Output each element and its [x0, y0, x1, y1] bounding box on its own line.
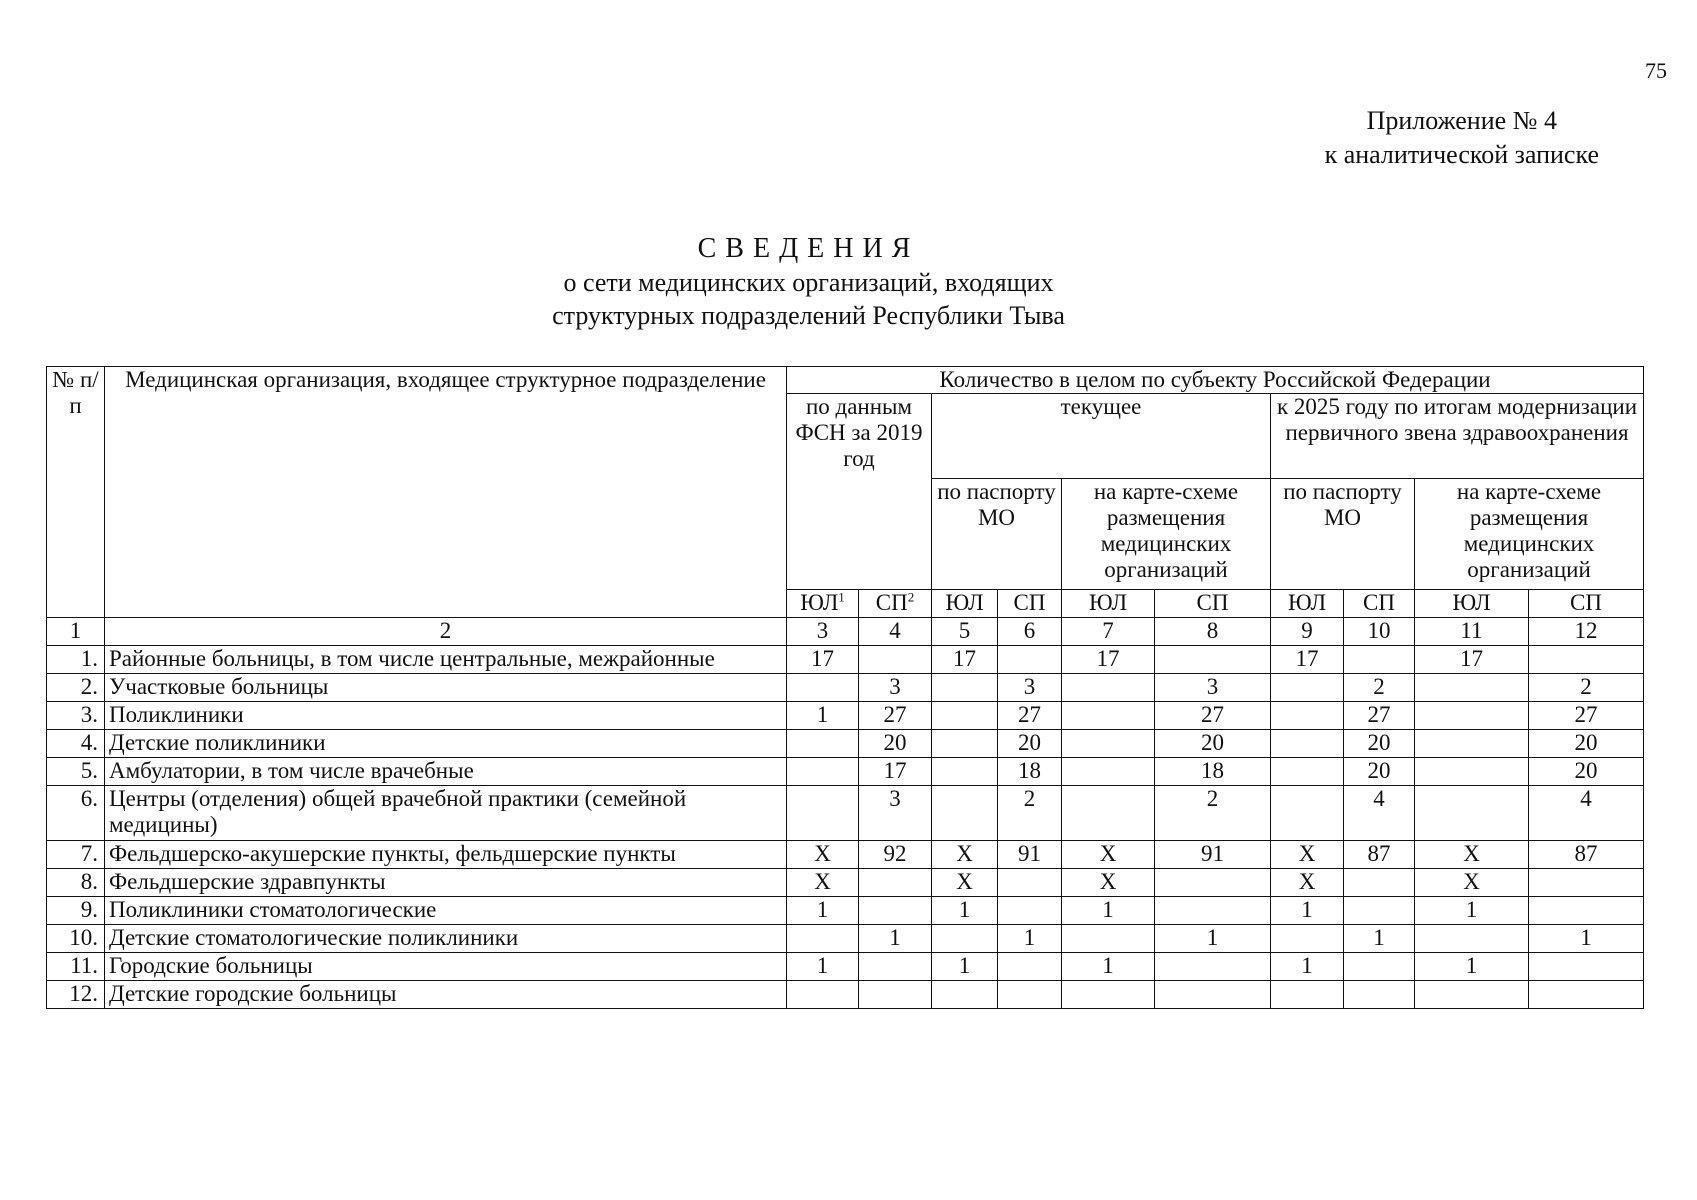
value-cell	[998, 869, 1062, 897]
value-cell	[1155, 869, 1271, 897]
organization-name: Районные больницы, в том числе центральные, межрайонные	[105, 646, 787, 674]
value-cell: 18	[1155, 758, 1271, 786]
row-number: 11.	[47, 953, 105, 981]
value-cell: 1	[1062, 897, 1155, 925]
value-cell	[787, 786, 859, 841]
value-cell	[787, 674, 859, 702]
header-yul-label: ЮЛ	[800, 590, 839, 615]
header-by-2025: к 2025 году по итогам модернизации первичного звена здравоохранения	[1271, 394, 1644, 479]
header-total: Количество в целом по субъекту Российской Федерации	[787, 367, 1644, 394]
value-cell	[932, 758, 998, 786]
value-cell: 1	[859, 925, 932, 953]
value-cell	[1415, 758, 1529, 786]
value-cell: 4	[1344, 786, 1415, 841]
value-cell	[1062, 730, 1155, 758]
value-cell	[1155, 953, 1271, 981]
value-cell	[1062, 786, 1155, 841]
organization-name: Амбулатории, в том числе врачебные	[105, 758, 787, 786]
value-cell: 20	[1344, 730, 1415, 758]
row-number: 1.	[47, 646, 105, 674]
document-title	[0, 232, 1697, 332]
value-cell: 17	[859, 758, 932, 786]
column-number-cell: 4	[859, 618, 932, 646]
header-yul: ЮЛ	[1271, 590, 1344, 618]
value-cell: 27	[1529, 702, 1644, 730]
column-number-cell: 11	[1415, 618, 1529, 646]
value-cell	[998, 646, 1062, 674]
value-cell	[998, 897, 1062, 925]
value-cell	[932, 981, 998, 1009]
value-cell: 1	[932, 953, 998, 981]
value-cell	[1271, 981, 1344, 1009]
table-row	[47, 953, 1644, 981]
header-fsn-2019: по данным ФСН за 2019 год	[787, 394, 932, 590]
value-cell	[1529, 869, 1644, 897]
header-sp	[859, 590, 932, 618]
value-cell: 17	[932, 646, 998, 674]
value-cell	[1271, 925, 1344, 953]
appendix-line-2: к аналитической записке	[1324, 140, 1599, 169]
value-cell: 27	[998, 702, 1062, 730]
value-cell	[1155, 897, 1271, 925]
column-number-cell: 12	[1529, 618, 1644, 646]
column-number-cell: 8	[1155, 618, 1271, 646]
value-cell: 3	[998, 674, 1062, 702]
value-cell	[1344, 981, 1415, 1009]
value-cell	[859, 953, 932, 981]
value-cell: 1	[1155, 925, 1271, 953]
value-cell	[859, 869, 932, 897]
column-number-cell: 1	[47, 618, 105, 646]
value-cell: 4	[1529, 786, 1644, 841]
page-number: 75	[1645, 58, 1667, 83]
value-cell: 17	[1271, 646, 1344, 674]
value-cell: 1	[787, 953, 859, 981]
value-cell	[932, 730, 998, 758]
value-cell	[1062, 758, 1155, 786]
header-sp-label: СП	[875, 590, 908, 615]
value-cell	[859, 897, 932, 925]
column-number-cell: 7	[1062, 618, 1155, 646]
value-cell	[787, 730, 859, 758]
value-cell	[787, 758, 859, 786]
value-cell	[1062, 925, 1155, 953]
organization-name: Городские больницы	[105, 953, 787, 981]
value-cell	[1062, 674, 1155, 702]
value-cell: 1	[1271, 897, 1344, 925]
value-cell	[1344, 646, 1415, 674]
value-cell: 20	[998, 730, 1062, 758]
value-cell: 1	[1271, 953, 1344, 981]
value-cell: 20	[859, 730, 932, 758]
value-cell: 20	[1529, 730, 1644, 758]
value-cell	[932, 702, 998, 730]
title-subtitle-1: о сети медицинских организаций, входящих	[563, 268, 1054, 297]
value-cell	[1529, 897, 1644, 925]
table-row	[47, 674, 1644, 702]
value-cell: Х	[932, 869, 998, 897]
column-number-cell: 9	[1271, 618, 1344, 646]
table-row	[47, 786, 1644, 841]
value-cell: 17	[1415, 646, 1529, 674]
row-number: 10.	[47, 925, 105, 953]
value-cell	[932, 786, 998, 841]
row-number: 2.	[47, 674, 105, 702]
value-cell	[1529, 981, 1644, 1009]
value-cell	[1155, 646, 1271, 674]
header-map-2025: на карте-схеме размещения медицинских организаций	[1415, 479, 1644, 590]
header-yul: ЮЛ	[1062, 590, 1155, 618]
value-cell: 2	[1155, 786, 1271, 841]
row-number: 8.	[47, 869, 105, 897]
value-cell: 1	[998, 925, 1062, 953]
row-number: 4.	[47, 730, 105, 758]
value-cell	[1415, 786, 1529, 841]
value-cell	[932, 674, 998, 702]
value-cell: 3	[1155, 674, 1271, 702]
value-cell: Х	[1415, 841, 1529, 869]
value-cell	[1271, 786, 1344, 841]
value-cell: 20	[1155, 730, 1271, 758]
value-cell: 1	[1415, 953, 1529, 981]
value-cell: 1	[1529, 925, 1644, 953]
organization-name: Детские городские больницы	[105, 981, 787, 1009]
value-cell	[1344, 953, 1415, 981]
row-number: 6.	[47, 786, 105, 841]
column-number-cell: 6	[998, 618, 1062, 646]
value-cell	[932, 925, 998, 953]
value-cell	[998, 981, 1062, 1009]
footnote-marker-1: 1	[838, 589, 845, 605]
value-cell: 3	[859, 786, 932, 841]
value-cell: Х	[1271, 869, 1344, 897]
header-map-current: на карте-схеме размещения медицинских организаций	[1062, 479, 1271, 590]
value-cell: 2	[1344, 674, 1415, 702]
value-cell	[859, 981, 932, 1009]
table-row	[47, 758, 1644, 786]
organization-name: Поликлиники стоматологические	[105, 897, 787, 925]
header-passport-2025: по паспорту МО	[1271, 479, 1415, 590]
value-cell: 27	[859, 702, 932, 730]
value-cell	[1529, 646, 1644, 674]
header-yul	[787, 590, 859, 618]
header-yul: ЮЛ	[932, 590, 998, 618]
value-cell: 27	[1155, 702, 1271, 730]
header-passport-current: по паспорту МО	[932, 479, 1062, 590]
value-cell	[1415, 981, 1529, 1009]
title-subtitle-2: структурных подразделений Республики Тыва	[552, 301, 1065, 330]
value-cell: 87	[1344, 841, 1415, 869]
table-row	[47, 897, 1644, 925]
organization-name: Детские стоматологические поликлиники	[105, 925, 787, 953]
value-cell: 18	[998, 758, 1062, 786]
value-cell	[787, 981, 859, 1009]
value-cell: 1	[787, 897, 859, 925]
organization-name: Центры (отделения) общей врачебной практики (семейной медицины)	[105, 786, 787, 841]
table-row	[47, 981, 1644, 1009]
value-cell	[1062, 981, 1155, 1009]
table-body	[47, 618, 1644, 1009]
row-number: 12.	[47, 981, 105, 1009]
table-row	[47, 841, 1644, 869]
value-cell	[1415, 730, 1529, 758]
value-cell	[1271, 702, 1344, 730]
value-cell: Х	[1062, 869, 1155, 897]
organization-name: Детские поликлиники	[105, 730, 787, 758]
value-cell: Х	[787, 869, 859, 897]
header-current: текущее	[932, 394, 1271, 479]
header-sp: СП	[1344, 590, 1415, 618]
header-sp: СП	[1155, 590, 1271, 618]
title-main: СВЕДЕНИЯ	[697, 233, 920, 264]
organization-name: Фельдшерские здравпункты	[105, 869, 787, 897]
header-yul: ЮЛ	[1415, 590, 1529, 618]
medical-network-table	[46, 366, 1644, 1009]
value-cell	[1344, 869, 1415, 897]
row-number: 7.	[47, 841, 105, 869]
row-number: 9.	[47, 897, 105, 925]
value-cell: 3	[859, 674, 932, 702]
row-number: 5.	[47, 758, 105, 786]
value-cell	[998, 953, 1062, 981]
value-cell: 17	[1062, 646, 1155, 674]
value-cell	[859, 646, 932, 674]
value-cell: 1	[932, 897, 998, 925]
value-cell: Х	[1062, 841, 1155, 869]
table-row	[47, 925, 1644, 953]
value-cell: 20	[1344, 758, 1415, 786]
column-number-cell: 10	[1344, 618, 1415, 646]
value-cell: Х	[932, 841, 998, 869]
value-cell: 17	[787, 646, 859, 674]
header-num: № п/п	[47, 367, 105, 618]
organization-name: Фельдшерско-акушерские пункты, фельдшерские пункты	[105, 841, 787, 869]
table-row	[47, 646, 1644, 674]
appendix-line-1: Приложение № 4	[1366, 106, 1557, 135]
value-cell: Х	[787, 841, 859, 869]
value-cell	[787, 925, 859, 953]
appendix-note	[1325, 104, 1599, 172]
value-cell	[1271, 674, 1344, 702]
column-number-cell: 5	[932, 618, 998, 646]
value-cell	[1415, 702, 1529, 730]
value-cell: 20	[1529, 758, 1644, 786]
value-cell: 91	[998, 841, 1062, 869]
value-cell: 2	[1529, 674, 1644, 702]
column-number-row	[47, 618, 1644, 646]
column-number-cell: 2	[105, 618, 787, 646]
value-cell: 91	[1155, 841, 1271, 869]
value-cell: 1	[1062, 953, 1155, 981]
value-cell	[1415, 674, 1529, 702]
row-number: 3.	[47, 702, 105, 730]
value-cell	[1155, 981, 1271, 1009]
value-cell	[1062, 702, 1155, 730]
table-row	[47, 869, 1644, 897]
header-organization: Медицинская организация, входящее структурное подразделение	[105, 367, 787, 618]
header-sp: СП	[1529, 590, 1644, 618]
column-number-cell: 3	[787, 618, 859, 646]
value-cell: 92	[859, 841, 932, 869]
value-cell: Х	[1271, 841, 1344, 869]
value-cell: 1	[787, 702, 859, 730]
value-cell	[1529, 953, 1644, 981]
value-cell: 1	[1415, 897, 1529, 925]
value-cell: 1	[1344, 925, 1415, 953]
value-cell	[1415, 925, 1529, 953]
table-row	[47, 702, 1644, 730]
table-row	[47, 730, 1644, 758]
header-sp: СП	[998, 590, 1062, 618]
value-cell: 27	[1344, 702, 1415, 730]
organization-name: Поликлиники	[105, 702, 787, 730]
value-cell: 2	[998, 786, 1062, 841]
value-cell	[1271, 758, 1344, 786]
value-cell	[1344, 897, 1415, 925]
value-cell: 87	[1529, 841, 1644, 869]
value-cell: Х	[1415, 869, 1529, 897]
value-cell	[1271, 730, 1344, 758]
footnote-marker-2: 2	[907, 589, 915, 605]
organization-name: Участковые больницы	[105, 674, 787, 702]
